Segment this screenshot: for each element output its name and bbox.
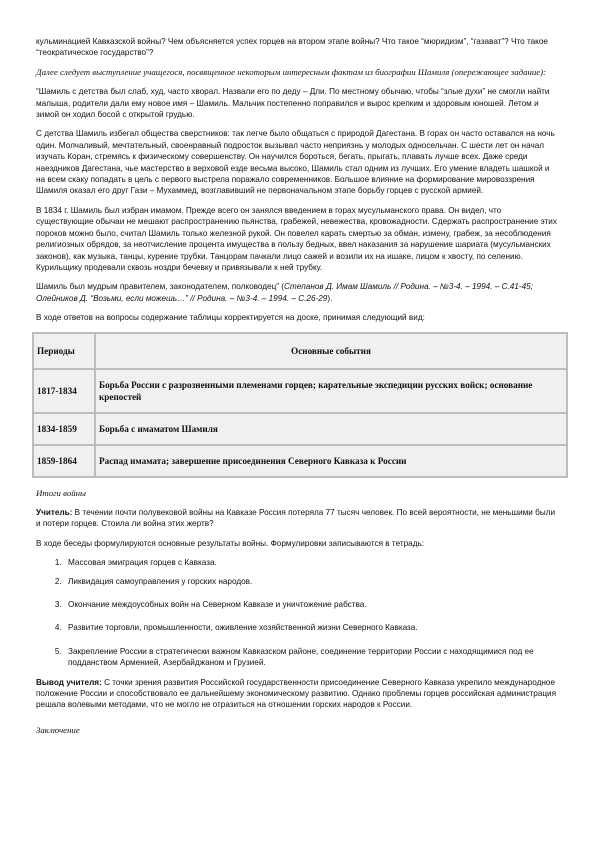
events-cell: Распад имамата; завершение присоединения Северного Кавказа к России [95,445,567,477]
pupil-note: Далее следует выступление учащегося, посвященное некоторым интересным фактам из биографии Шамиля (опережающее задание): [36,66,547,77]
final-heading: Заключение [36,724,80,735]
table-row [33,413,567,445]
quote-paragraph-2: С детства Шамиль избегал общества сверстников: так легче было общаться с природой Дагестана. В горах он часто оставался на ночь один. Молчаливый, мечтательный, своенравный подросток вызывал часто неприязнь у молодых односельчан. С шести лет он начал изучать Коран, стремясь к физическому совершенству. Он научился бороться, бегать, прыгать, плавать лучше всех. Даже среди наездников Дагестана, чье мастерство в верховой езде весьма высоко, Шамиль стал одним из лучших. Его умение владеть шашкой и на всем скаку попадать в цель с первого выстрела поражало современников. Большое влияние на формирование мировоззрения Шамиля оказал его друг Гази – Мухаммед, возглавивший не первоначальном этапе борьбу горцев с русской армией. [36,129,555,196]
intro-questions: кульминацией Кавказской войны? Чем объясняется успех горцев на втором этапе войны? Что такое “мюридизм”, “газават”? Что такое “теократическое государство”? [36,37,548,58]
list-item: 2. Ликвидация самоуправления у горских народов. [64,576,560,587]
quote-4-source: Степанов Д. Имам Шамиль // Родина. – №3-4. – 1994. – С.41-45; Олейников Д. “Возьми, если можешь…” // Родина. – №3-4. – 1994. – С.26-29 [36,282,533,303]
document-page [36,36,560,744]
list-item: 5. Закрепление России в стратегически важном Кавказском районе, соединение территории России с находящимися под ее подданством Арменией, Азербайджаном и Грузией. [64,646,560,669]
conclusion-text: С точки зрения развития Российской государственности присоединение Северного Кавказа укрепило международное положение России и способствовало ее дальнейшему экономическому развитию. Однако проблемы горцев российская администрация решала волевыми методами, что не могло не отразиться на отношении горских народов к России. [36,677,557,710]
results-heading: Итоги войны [36,487,86,498]
conclusion-label: Вывод учителя: [36,677,102,687]
table-header-row [33,333,567,369]
periods-table [32,332,568,478]
events-cell: Борьба с имаматом Шамиля [95,413,567,445]
teacher-label: Учитель: [36,507,73,517]
quote-paragraph-4 [36,281,560,304]
quote-paragraph-3: В 1834 г. Шамиль был избран имамом. Прежде всего он занялся введением в горах мусульманского права. Он видел, что существующие обычаи не мешают распространению пьянства, грабежей, невежества, кровожадности. Сдержать распространение этих пороков можно было, считал Шамиль только железной рукой. Он повелел карать смертью за обман, измену, грабеж, за несоблюдения религиозных обрядов, за неотчисление процента имущества в пользу бедных, ввел наказания за нарушение шариата (мусульманских законов), как музыка, танцы, курение трубки. Танцорам пачкали лицо сажей и возили их на ишаке, лицом к хвосту, по селению. Курильщику продевали сквозь ноздри бечевку и привязывали к ней трубку. [36,205,557,272]
table-row [33,445,567,477]
results-list [36,557,560,668]
events-cell: Борьба России с разрозненными племенами горцев; карательные экспедиции русских войск; основание крепостей [95,369,567,413]
list-item: 3. Окончание междоусобных войн на Северном Кавказе и уничтожение рабства. [64,599,560,610]
quote-paragraph-1: “Шамиль с детства был слаб, худ, часто хворал. Назвали его по деду – Дли. По местному обычаю, чтобы “злые духи” не смогли найти малыша, родители дали ему новое имя – Шамиль. Мальчик постепенно поправился и вырос крепким и здоровым юношей. Летом и зимой он ходил босой с открытой грудью. [36,87,550,120]
teacher-question [36,507,560,530]
header-periods: Периоды [33,333,95,369]
teacher-text: В течении почти полувековой войны на Кавказе Россия потеряла 77 тысяч человек. По всей вероятности, не меньшими были и потери горцев. Стоила ли война этих жертв? [36,507,556,529]
period-cell: 1859-1864 [33,445,95,477]
table-row [33,369,567,413]
list-item: 4. Развитие торговли, промышленности, оживление хозяйственной жизни Северного Кавказа. [64,622,560,633]
period-cell: 1817-1834 [33,369,95,413]
quote-4-text: Шамиль был мудрым правителем, законодателем, полководец” ( [36,282,284,292]
period-cell: 1834-1859 [33,413,95,445]
teacher-conclusion [36,677,560,711]
list-item: 1. Массовая эмиграция горцев с Кавказа. [64,557,560,568]
discussion-text: В ходе беседы формулируются основные результаты войны. Формулировки записываются в тетрадь: [36,538,425,548]
quote-4-end: ). [327,293,333,303]
table-intro: В ходе ответов на вопросы содержание таблицы корректируется на доске, принимая следующий вид: [36,313,425,323]
header-events: Основные события [95,333,567,369]
